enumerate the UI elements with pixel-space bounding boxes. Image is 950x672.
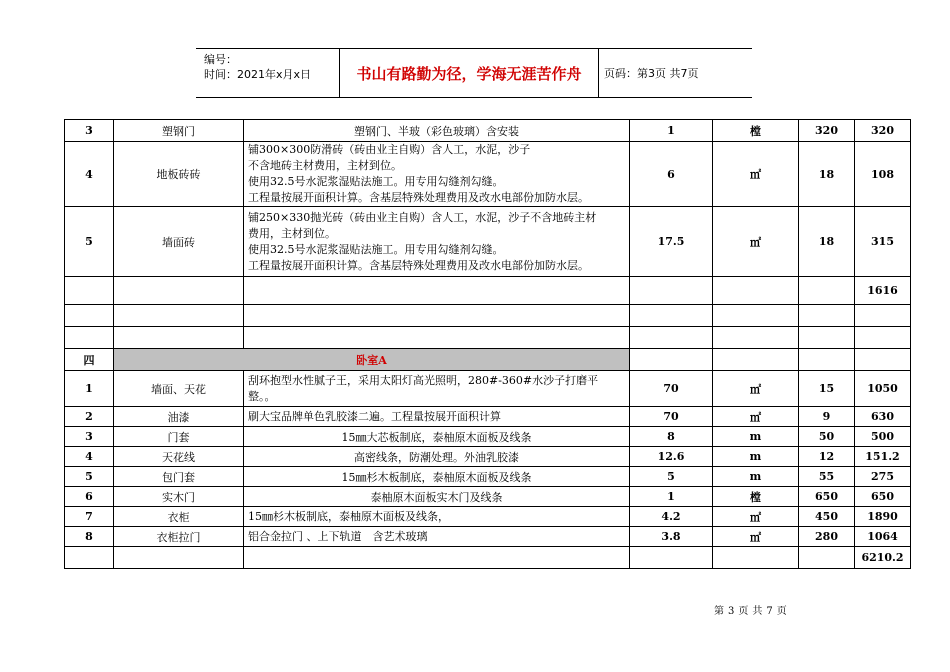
row-number: 3: [65, 120, 114, 142]
table-row: [65, 487, 911, 507]
empty-cell: [799, 349, 855, 371]
description-line: 15㎜杉木板制底，泰柚原木面板及线条，: [248, 509, 449, 523]
row-number: 5: [65, 207, 114, 277]
empty-cell: [65, 305, 114, 327]
description-line: 铝合金拉门 、上下轨道 含艺术玻璃: [248, 529, 428, 543]
item-name: 衣柜: [114, 507, 244, 527]
description-line: 15㎜杉木板制底，泰柚原木面板及线条: [341, 470, 532, 484]
header-motto: 书山有路勤为径，学海无涯苦作舟: [340, 49, 599, 97]
unit-price: 12: [799, 447, 855, 467]
empty-cell: [244, 547, 630, 569]
footer-page-word: 页: [738, 606, 749, 617]
table-row: [65, 120, 911, 142]
line-total: 630: [855, 407, 911, 427]
table-row: [65, 142, 911, 207]
quantity: 70: [630, 371, 713, 407]
row-number: 6: [65, 487, 114, 507]
section-header-row: [65, 349, 911, 371]
subtotal-value: 6210.2: [855, 547, 911, 569]
table-row: [65, 507, 911, 527]
row-number: 3: [65, 427, 114, 447]
unit: m: [713, 467, 799, 487]
footer-total-pages: 7: [766, 606, 773, 617]
unit-price: 450: [799, 507, 855, 527]
empty-cell: [799, 305, 855, 327]
empty-cell: [65, 547, 114, 569]
table-row: [65, 447, 911, 467]
date-label: 时间：2021年x月x日: [204, 68, 312, 81]
description-line: 使用32.5号水泥浆湿贴法施工。用专用勾缝剂勾缝。: [248, 242, 504, 256]
row-number: 4: [65, 142, 114, 207]
row-number: 5: [65, 467, 114, 487]
empty-cell: [713, 547, 799, 569]
table-row: [65, 427, 911, 447]
item-name: 墙面、天花: [114, 371, 244, 407]
empty-cell: [630, 327, 713, 349]
unit-price: 18: [799, 142, 855, 207]
empty-cell: [855, 349, 911, 371]
empty-cell: [713, 349, 799, 371]
page-header: [196, 48, 752, 98]
item-description: [244, 487, 630, 507]
table-row: [65, 371, 911, 407]
description-line: 泰柚原木面板实木门及线条: [370, 490, 503, 504]
footer-page-number: 3: [728, 606, 735, 617]
empty-cell: [244, 327, 630, 349]
item-description: [244, 120, 630, 142]
item-name: 地板砖砖: [114, 142, 244, 207]
unit: ㎡: [713, 407, 799, 427]
unit-price: 320: [799, 120, 855, 142]
quantity: 4.2: [630, 507, 713, 527]
item-name: 油漆: [114, 407, 244, 427]
quantity: 1: [630, 120, 713, 142]
line-total: 151.2: [855, 447, 911, 467]
page-footer: [712, 602, 789, 617]
empty-cell: [630, 305, 713, 327]
footer-total-word: 共: [752, 606, 763, 617]
unit-price: 15: [799, 371, 855, 407]
unit: m: [713, 447, 799, 467]
description-line: 铺250×330抛光砖（砖由业主自购）含人工，水泥，沙子不含地砖主材: [248, 210, 597, 224]
description-line: 使用32.5号水泥浆湿贴法施工。用专用勾缝剂勾缝。: [248, 175, 504, 188]
item-description: [244, 467, 630, 487]
row-number: 1: [65, 371, 114, 407]
subtotal-value: 1616: [855, 277, 911, 305]
unit: 樘: [713, 120, 799, 142]
empty-cell: [713, 277, 799, 305]
item-name: 门套: [114, 427, 244, 447]
item-description: [244, 427, 630, 447]
unit-price: 18: [799, 207, 855, 277]
row-number: 4: [65, 447, 114, 467]
item-name: 天花线: [114, 447, 244, 467]
row-number: 8: [65, 527, 114, 547]
line-total: 1064: [855, 527, 911, 547]
description-line: 工程量按展开面积计算。含基层特殊处理费用及改水电部份加防水层。: [248, 258, 589, 272]
description-line: 整。。: [248, 389, 276, 403]
empty-cell: [713, 305, 799, 327]
header-page-label: 页码：第3页 共7页: [604, 67, 699, 80]
empty-cell: [855, 327, 911, 349]
item-name: 实木门: [114, 487, 244, 507]
item-description: [244, 142, 630, 207]
table-row: [65, 407, 911, 427]
line-total: 315: [855, 207, 911, 277]
line-total: 108: [855, 142, 911, 207]
line-total: 1050: [855, 371, 911, 407]
description-line: 刷大宝品牌单色乳胶漆二遍。工程量按展开面积计算: [248, 409, 501, 423]
table-row: [65, 527, 911, 547]
quantity: 5: [630, 467, 713, 487]
empty-cell: [855, 305, 911, 327]
unit: 樘: [713, 487, 799, 507]
empty-row: [65, 327, 911, 349]
empty-cell: [799, 327, 855, 349]
unit-price: 55: [799, 467, 855, 487]
empty-cell: [65, 327, 114, 349]
serial-label: 编号：: [204, 53, 237, 66]
description-line: 塑钢门、半玻（彩色玻璃）含安装: [354, 124, 519, 138]
description-line: 铺300×300防滑砖（砖由业主自购）含人工，水泥，沙子: [248, 143, 531, 156]
unit-price: 9: [799, 407, 855, 427]
description-line: 不含地砖主材费用，主材到位。: [248, 159, 402, 172]
quote-table: [64, 119, 911, 569]
item-name: 衣柜拉门: [114, 527, 244, 547]
item-name: 墙面砖: [114, 207, 244, 277]
description-line: 15㎜大芯板制底，泰柚原木面板及线条: [341, 430, 532, 444]
line-total: 650: [855, 487, 911, 507]
unit: m: [713, 427, 799, 447]
empty-cell: [114, 327, 244, 349]
empty-cell: [799, 277, 855, 305]
item-description: [244, 407, 630, 427]
item-description: [244, 207, 630, 277]
header-meta: [196, 49, 340, 97]
empty-cell: [799, 547, 855, 569]
empty-cell: [630, 349, 713, 371]
line-total: 500: [855, 427, 911, 447]
description-line: 高密线条，防潮处理。外油乳胶漆: [354, 450, 519, 464]
empty-cell: [114, 305, 244, 327]
description-line: 工程量按展开面积计算。含基层特殊处理费用及改水电部份加防水层。: [248, 191, 589, 204]
item-description: [244, 371, 630, 407]
empty-cell: [713, 327, 799, 349]
unit: ㎡: [713, 142, 799, 207]
unit-price: 650: [799, 487, 855, 507]
unit-price: 280: [799, 527, 855, 547]
unit: ㎡: [713, 527, 799, 547]
unit: ㎡: [713, 207, 799, 277]
unit-price: 50: [799, 427, 855, 447]
subtotal-row: [65, 277, 911, 305]
quantity: 12.6: [630, 447, 713, 467]
quantity: 17.5: [630, 207, 713, 277]
empty-cell: [114, 547, 244, 569]
row-number: 2: [65, 407, 114, 427]
table-row: [65, 207, 911, 277]
line-total: 275: [855, 467, 911, 487]
unit: ㎡: [713, 371, 799, 407]
item-description: [244, 527, 630, 547]
empty-cell: [630, 277, 713, 305]
line-total: 1890: [855, 507, 911, 527]
section-number: 四: [65, 349, 114, 371]
quantity: 1: [630, 487, 713, 507]
quantity: 70: [630, 407, 713, 427]
table-row: [65, 467, 911, 487]
subtotal-row: [65, 547, 911, 569]
quantity: 6: [630, 142, 713, 207]
description-line: 费用，主材到位。: [248, 226, 336, 240]
empty-row: [65, 305, 911, 327]
empty-cell: [244, 305, 630, 327]
item-name: 包门套: [114, 467, 244, 487]
row-number: 7: [65, 507, 114, 527]
section-title: 卧室A: [114, 349, 630, 371]
item-description: [244, 447, 630, 467]
empty-cell: [114, 277, 244, 305]
description-line: 刮环抱型水性腻子王，采用太阳灯高光照明，280#-360#水沙子打磨平: [248, 373, 599, 387]
unit: ㎡: [713, 507, 799, 527]
item-description: [244, 507, 630, 527]
empty-cell: [244, 277, 630, 305]
line-total: 320: [855, 120, 911, 142]
footer-page-word-2: 页: [776, 606, 787, 617]
empty-cell: [65, 277, 114, 305]
quantity: 8: [630, 427, 713, 447]
item-name: 塑钢门: [114, 120, 244, 142]
empty-cell: [630, 547, 713, 569]
footer-prefix: 第: [714, 606, 724, 617]
quantity: 3.8: [630, 527, 713, 547]
